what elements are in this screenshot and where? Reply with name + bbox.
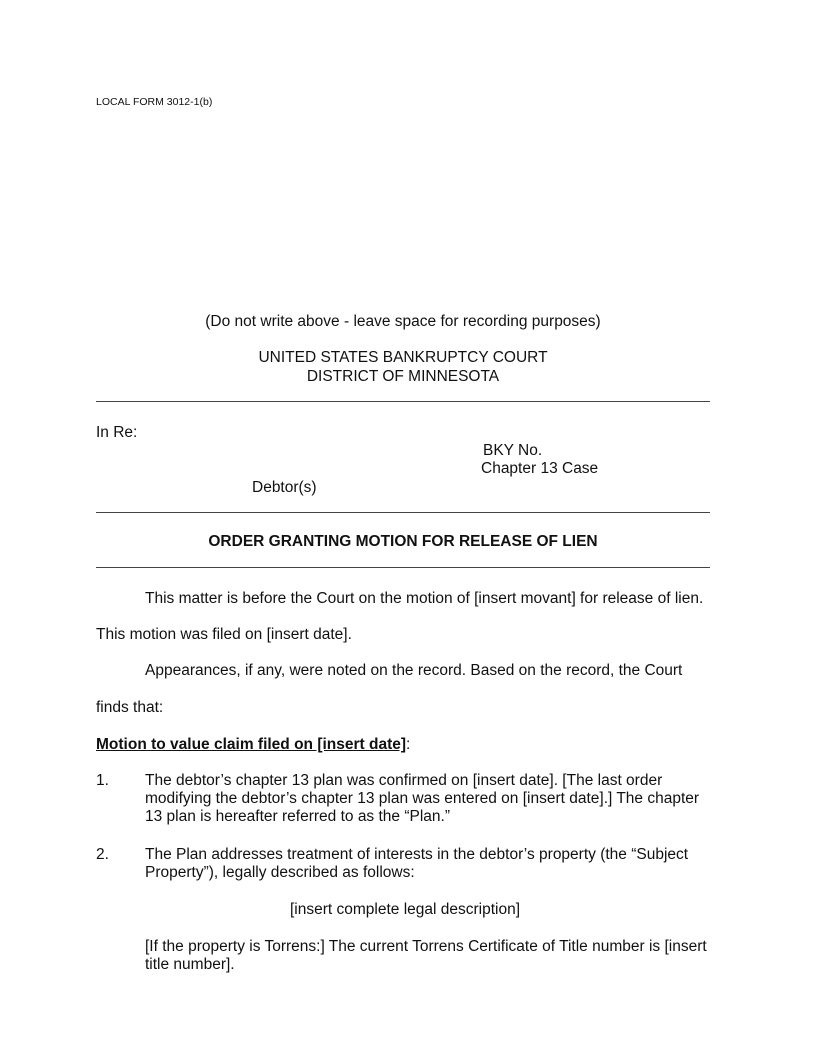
item-1-number: 1.: [96, 772, 109, 789]
paragraph-2-line-2: finds that:: [96, 699, 164, 716]
paragraph-1-line-1: This matter is before the Court on the motion of [insert movant] for release of lien.: [145, 590, 704, 607]
legal-description-placeholder: [insert complete legal description]: [290, 901, 521, 918]
debtors-label: Debtor(s): [252, 479, 317, 496]
divider-rule: [96, 401, 710, 402]
section-heading-colon: :: [406, 736, 411, 753]
paragraph-2-line-1: Appearances, if any, were noted on the record. Based on the record, the Court: [145, 662, 683, 679]
section-heading: [96, 736, 410, 754]
item-2-line: The Plan addresses treatment of interests in the debtor’s property (the “Subject: [145, 846, 689, 863]
chapter-label: Chapter 13 Case: [481, 460, 599, 477]
torrens-line: [If the property is Torrens:] The current Torrens Certificate of Title number is [insert: [145, 938, 707, 955]
order-title: ORDER GRANTING MOTION FOR RELEASE OF LIEN: [208, 533, 598, 550]
bky-number-label: BKY No.: [483, 442, 543, 459]
court-name: UNITED STATES BANKRUPTCY COURT: [258, 349, 548, 366]
item-2-number: 2.: [96, 846, 109, 863]
divider-rule: [96, 512, 710, 513]
paragraph-1-line-2: This motion was filed on [insert date].: [96, 626, 352, 643]
torrens-line: title number].: [145, 956, 235, 973]
item-1-line: modifying the debtor’s chapter 13 plan was entered on [insert date].] The chapter: [145, 790, 700, 807]
item-2-line: Property”), legally described as follows:: [145, 864, 415, 881]
in-re-label: In Re:: [96, 424, 138, 441]
divider-rule: [96, 567, 710, 568]
item-1-line: 13 plan is hereafter referred to as the “Plan.”: [145, 808, 450, 825]
item-1-line: The debtor’s chapter 13 plan was confirmed on [insert date]. [The last order: [145, 772, 663, 789]
recording-note: (Do not write above - leave space for recording purposes): [205, 313, 601, 330]
section-heading-text: Motion to value claim filed on [insert date]: [96, 736, 407, 753]
form-number: LOCAL FORM 3012-1(b): [96, 96, 213, 108]
court-district: DISTRICT OF MINNESOTA: [306, 368, 500, 385]
